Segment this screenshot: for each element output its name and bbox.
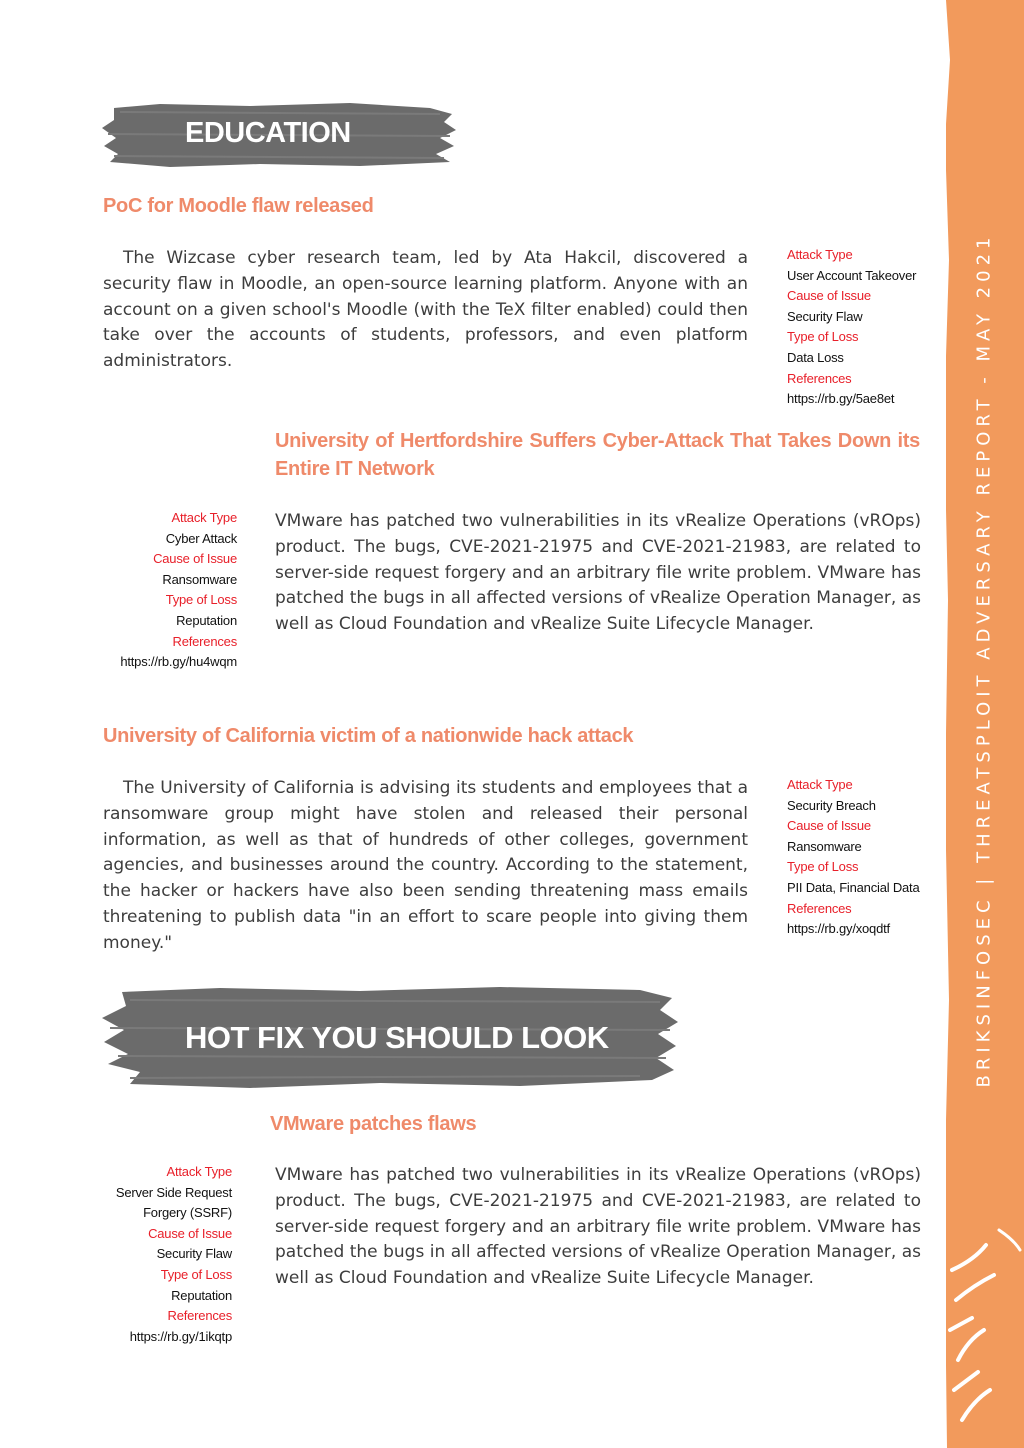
article-3-body-text: The University of California is advising its students and employees that a ransomware group might have stolen and released their personal information, as well as that of hundreds of other colleges, government agencies, and businesses around the country. According to the statement, the hacker or hackers have also been sending threatening mass emails threatening to publish data "in an effort to scare people into giving them money." (103, 778, 748, 953)
cause-label: Cause of Issue (153, 551, 237, 567)
hotfix-title: HOT FIX YOU SHOULD LOOK (185, 1020, 609, 1055)
attack-type-value: User Account Takeover (787, 267, 917, 283)
article-3-headline: University of California victim of a nationwide hack attack (103, 725, 634, 747)
article-2-body: VMware has patched two vulnerabilities in its vRealize Operations (vROps) product. The bugs, CVE-2021-21975 and CVE-2021-21983, are related to server-side request forgery and an arbitrary file write problem. VMware has patched the bugs in all affected versions of vRealize Operation Manager, as well as Cloud Foundation and vRealize Suite Lifecycle Manager. (275, 511, 921, 635)
loss-label: Type of Loss (787, 859, 859, 875)
references-label: References (167, 1308, 232, 1324)
cause-value: Security Flaw (787, 308, 863, 324)
article-1-headline: PoC for Moodle flaw released (103, 195, 374, 217)
references-label: References (787, 900, 852, 916)
article-4-body: VMware has patched two vulnerabilities in its vRealize Operations (vROps) product. The bugs, CVE-2021-21975 and CVE-2021-21983, are related to server-side request forgery and an arbitrary file write problem. VMware has patched the bugs in all affected versions of vRealize Operation Manager, as well as Cloud Foundation and vRealize Suite Lifecycle Manager. (275, 1165, 921, 1289)
cause-label: Cause of Issue (787, 288, 871, 304)
sidebar-vertical-title: BRIKSINFOSEC | THREATSPLOIT ADVERSARY REPORT - MAY 2021 (973, 232, 995, 1088)
attack-type-value-line2: Forgery (SSRF) (143, 1205, 232, 1221)
references-label: References (787, 370, 852, 386)
attack-type-value: Security Breach (787, 797, 876, 813)
references-link[interactable]: https://rb.gy/1ikqtp (129, 1328, 232, 1344)
article-4-info (55, 1162, 232, 1347)
cause-label: Cause of Issue (787, 818, 871, 834)
references-link[interactable]: https://rb.gy/5ae8et (787, 391, 895, 407)
loss-value: PII Data, Financial Data (787, 879, 920, 895)
cause-value: Ransomware (162, 571, 237, 587)
article-3-info (787, 775, 920, 940)
loss-label: Type of Loss (787, 329, 859, 345)
article-2-info (60, 508, 237, 673)
attack-type-value-line1: Server Side Request (115, 1184, 232, 1200)
references-link[interactable]: https://rb.gy/hu4wqm (120, 654, 237, 670)
attack-type-label: Attack Type (166, 1164, 232, 1179)
cause-value: Security Flaw (156, 1246, 232, 1262)
references-label: References (172, 633, 237, 649)
article-1-body-text: The Wizcase cyber research team, led by Ata Hakcil, discovered a security flaw in Moodle, an open-source learning platform. Anyone with an account on a given school's Moodle (with the TeX filter enabled) could then take over the accounts of students, professors, and even platform administrators. (103, 248, 748, 372)
loss-label: Type of Loss (160, 1266, 232, 1282)
attack-type-label: Attack Type (787, 777, 853, 792)
references-link[interactable]: https://rb.gy/xoqdtf (787, 921, 890, 937)
article-4-headline: VMware patches flaws (270, 1113, 477, 1135)
attack-type-label: Attack Type (787, 247, 853, 262)
loss-value: Data Loss (787, 349, 844, 365)
loss-label: Type of Loss (165, 592, 237, 608)
cause-value: Ransomware (787, 838, 862, 854)
loss-value: Reputation (171, 1287, 232, 1303)
cause-label: Cause of Issue (148, 1225, 232, 1241)
attack-type-label: Attack Type (171, 510, 237, 525)
article-3-body (103, 776, 748, 957)
article-1-body (103, 246, 748, 375)
education-title: EDUCATION (185, 117, 351, 149)
attack-type-value: Cyber Attack (165, 530, 237, 546)
article-1-info (787, 245, 916, 410)
loss-value: Reputation (176, 612, 237, 628)
article-2-headline: University of Hertfordshire Suffers Cyber-Attack That Takes Down its Entire IT Network (275, 430, 920, 480)
